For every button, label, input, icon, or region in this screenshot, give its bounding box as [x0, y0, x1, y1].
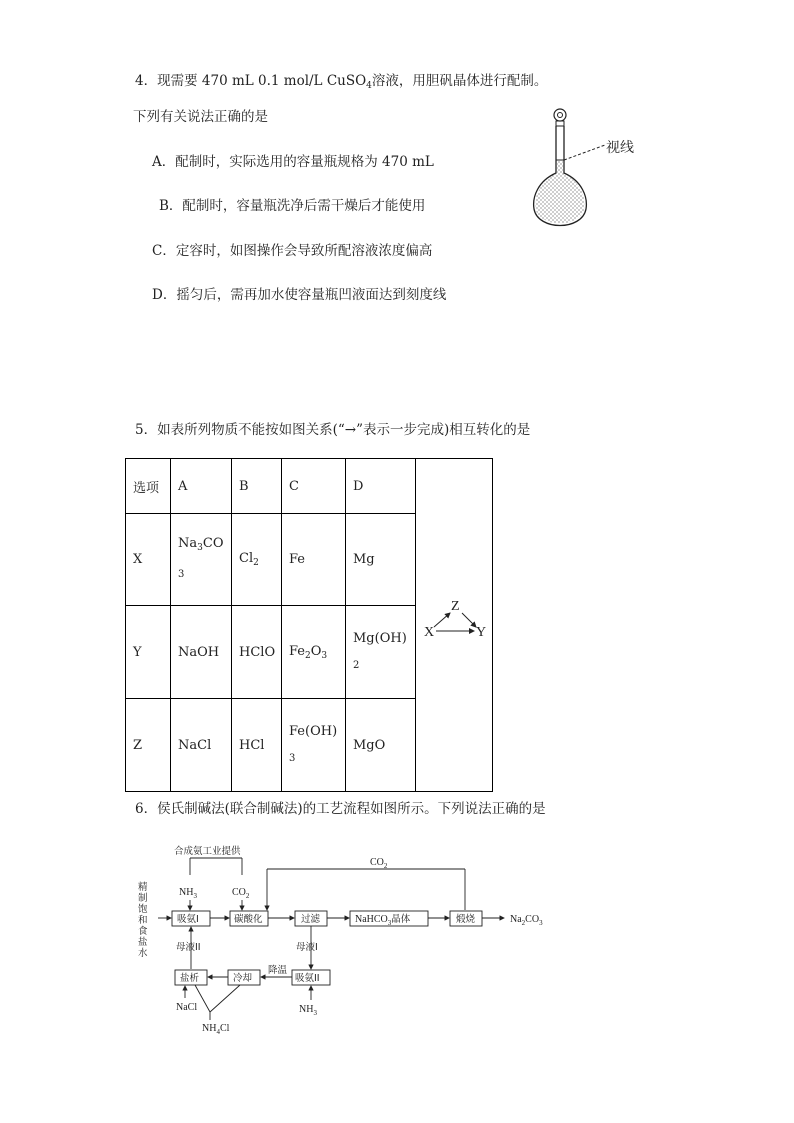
svg-text:降温: 降温: [268, 965, 288, 976]
table-row: X $Na_3CO$ 3 $Cl_2$ Fe Mg: [126, 514, 493, 606]
svg-text:盐析: 盐析: [180, 973, 200, 984]
table-row: Z NaCl HCl Fe(OH) 3 MgO: [126, 699, 493, 792]
svg-text:过滤: 过滤: [301, 914, 321, 925]
svg-text:CO2: $CO_2$: [370, 857, 388, 870]
svg-text:Y: Y: [476, 625, 487, 640]
svg-text:CO2: $CO_2$: [232, 887, 250, 900]
table-header: D: [346, 459, 416, 514]
q4-line2: 下列有关说法正确的是: [133, 109, 268, 125]
table-header: B: [232, 459, 282, 514]
svg-text:冷却: 冷却: [233, 973, 253, 984]
svg-text:精: 精: [138, 882, 148, 893]
svg-text:食: 食: [138, 926, 148, 937]
volumetric-flask-figure: [530, 105, 650, 245]
table-header: A: [171, 459, 232, 514]
svg-text:水: 水: [138, 948, 148, 959]
svg-text:X: X: [424, 625, 435, 640]
svg-text:NaCl: NaCl: [176, 1002, 198, 1013]
left-vertical-label: [138, 881, 148, 959]
xyz-diagram-cell: [416, 459, 493, 792]
q4-option-a: A．配制时，实际选用的容量瓶规格为 470 mL: [152, 154, 434, 170]
svg-text:NaHCO3晶体: NaHCO$_3$晶体: [355, 914, 411, 927]
svg-text:NH3: $NH_3$: [299, 1004, 317, 1017]
q4-option-b: B．配制时，容量瓶洗净后需干燥后才能使用: [159, 198, 426, 214]
svg-text:煅烧: 煅烧: [456, 914, 476, 925]
q5-stem: 5．如表所列物质不能按如图关系(“→”表示一步完成)相互转化的是: [135, 422, 531, 438]
q4-stem: 4．现需要 470 mL 0.1 mol/L CuSO$_4$溶液，用胆矾晶体进行配制。: [135, 73, 548, 91]
svg-text:碳酸化: 碳酸化: [234, 914, 263, 925]
svg-text:Na2CO3: $Na_2CO_3$: [510, 914, 543, 927]
table-row: Y NaOH HClO $Fe_2O_3$ Mg(OH) 2: [126, 606, 493, 699]
xyz-conversion-diagram: [420, 594, 496, 654]
stopper-icon: [554, 109, 566, 121]
svg-text:和: 和: [138, 915, 148, 926]
sight-line-label: 视线: [606, 140, 634, 156]
svg-text:制: 制: [138, 893, 148, 904]
svg-text:合成氨工业提供: 合成氨工业提供: [174, 846, 241, 857]
table-header: C: [282, 459, 346, 514]
svg-text:母液I: 母液I: [296, 942, 318, 953]
svg-text:吸氨I: 吸氨I: [177, 914, 199, 925]
q5-table: [125, 458, 493, 792]
svg-text:Z: Z: [451, 599, 460, 614]
svg-text:盐: 盐: [138, 937, 148, 948]
q4-option-d: D．摇匀后，需再加水使容量瓶凹液面达到刻度线: [152, 287, 447, 303]
hou-process-flowchart: [130, 840, 570, 1040]
table-row: [126, 459, 493, 514]
svg-text:NH4Cl: $NH_4Cl$: [202, 1023, 230, 1036]
table-header: 选项: [126, 459, 171, 514]
svg-text:NH3: $NH_3$: [179, 887, 197, 900]
svg-text:母液II: 母液II: [176, 942, 201, 953]
svg-text:吸氨II: 吸氨II: [295, 973, 320, 984]
svg-text:饱: 饱: [138, 904, 148, 915]
q4-option-c: C．定容时，如图操作会导致所配溶液浓度偏高: [152, 243, 433, 259]
q6-stem: 6．侯氏制碱法(联合制碱法)的工艺流程如图所示。下列说法正确的是: [135, 801, 546, 817]
